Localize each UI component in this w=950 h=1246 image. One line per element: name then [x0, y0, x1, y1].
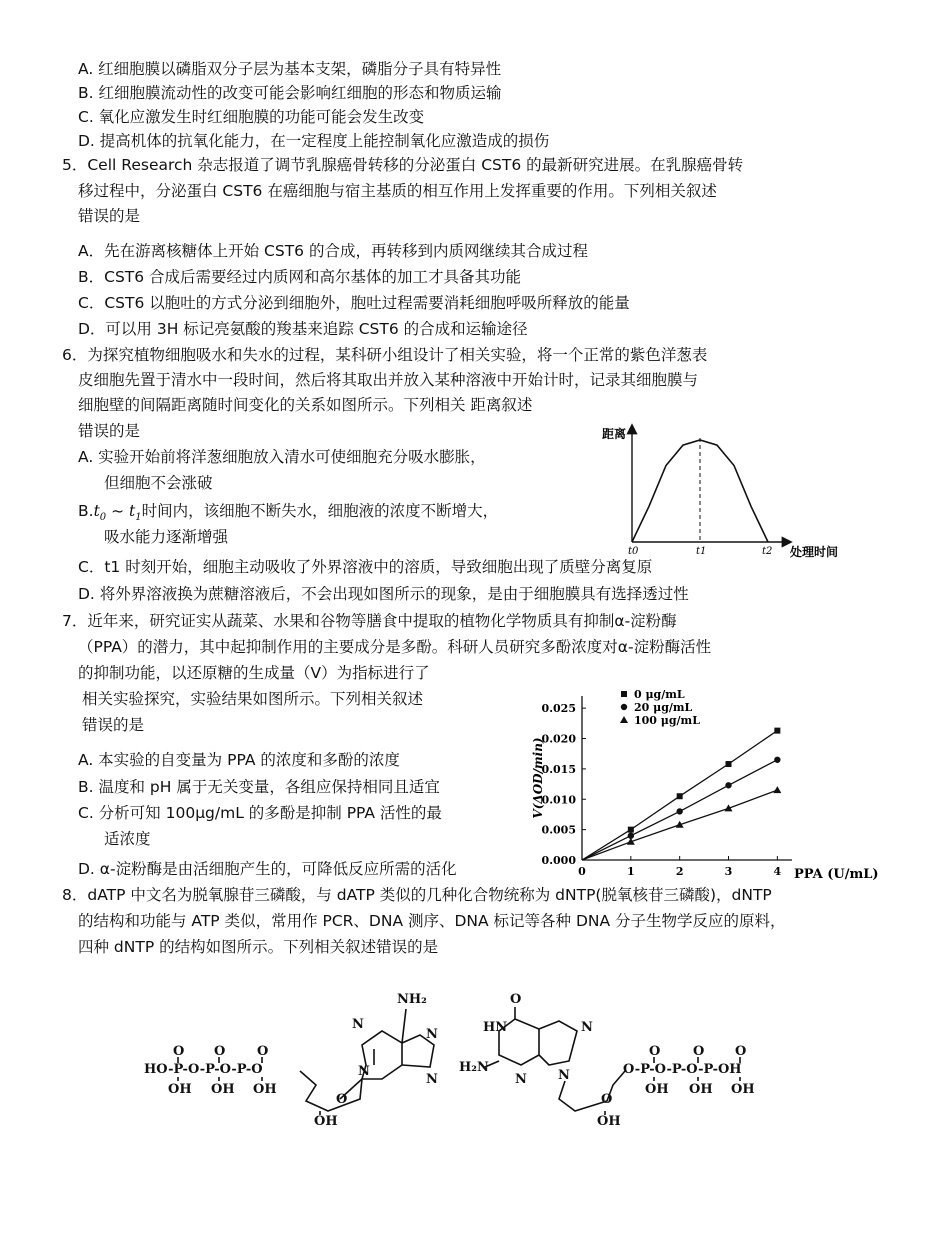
q4-option-d: D. 提高机体的抗氧化能力，在一定程度上能控制氧化应激造成的损伤: [78, 132, 550, 150]
q6-option-a: A. 实验开始前将洋葱细胞放入清水可使细胞充分吸水膨胀，: [78, 448, 486, 466]
svg-text:OH: OH: [211, 1082, 235, 1097]
q7-legend-label: 20 μg/mL: [634, 701, 693, 714]
q8-stem-line: 四种 dNTP 的结构如图所示。下列相关叙述错误的是: [78, 938, 439, 956]
svg-text:O: O: [336, 1092, 348, 1107]
svg-text:N: N: [515, 1072, 527, 1087]
q7-x-tick-label: 4: [773, 865, 782, 878]
q7-option-b: B. 温度和 pH 属于无关变量，各组应保持相同且适宜: [78, 778, 440, 796]
q7-x-tick-label: 3: [724, 865, 733, 878]
q8-stem-line: 的结构和功能与 ATP 类似，常用作 PCR、DNA 测序、DNA 标记等各种 DNA 分子生物学反应的原料，: [78, 912, 786, 930]
q6-option-d: D. 将外界溶液换为蔗糖溶液后，不会出现如图所示的现象，是由于细胞膜具有选择透过性: [78, 585, 689, 603]
q6-option-b-cont: 吸水能力逐渐增强: [104, 528, 229, 546]
svg-text:O: O: [214, 1044, 226, 1059]
q7-y-tick-label: 0.010: [541, 793, 576, 807]
svg-text:O: O: [649, 1044, 661, 1059]
q6-tick-t0: t0: [628, 546, 639, 557]
q5-option-c: C．CST6 以胞吐的方式分泌到细胞外，胞吐过程需要消耗细胞呼吸所释放的能量: [78, 294, 630, 312]
q7-x-tick-label: 2: [675, 865, 684, 878]
q6-option-a-cont: 但细胞不会涨破: [104, 474, 213, 492]
q7-legend-label: 0 μg/mL: [634, 688, 685, 701]
q5-option-d: D．可以用 3H 标记亮氨酸的羧基来追踪 CST6 的合成和运输途径: [78, 320, 528, 338]
q6-stem-line: 皮细胞先置于清水中一段时间，然后将其取出并放入某种溶液中开始计时，记录其细胞膜与: [78, 371, 699, 389]
q6-xlabel: 处理时间: [790, 545, 839, 559]
q6-stem-line: 6．为探究植物细胞吸水和失水的过程，某科研小组设计了相关实验，将一个正常的紫色洋葱表: [62, 346, 708, 364]
q7-legend-marker: [621, 704, 627, 710]
q7-stem-line: 的抑制功能，以还原糖的生成量（V）为指标进行了: [78, 664, 430, 682]
q7-option-a: A. 本实验的自变量为 PPA 的浓度和多酚的浓度: [78, 751, 400, 769]
q7-data-point: [676, 808, 682, 814]
q7-y-tick-label: 0.005: [541, 823, 576, 837]
svg-text:OH: OH: [253, 1082, 277, 1097]
svg-text:N: N: [558, 1068, 570, 1083]
q7-x-tick-label: 0: [578, 865, 586, 878]
dgtp-h2n: H₂N: [459, 1060, 489, 1075]
svg-text:O: O: [257, 1044, 269, 1059]
q7-y-tick-label: 0.025: [541, 702, 576, 716]
q6-option-c: C．t1 时刻开始，细胞主动吸收了外界溶液中的溶质，导致细胞出现了质壁分离复原: [78, 558, 653, 576]
svg-text:N: N: [426, 1072, 438, 1087]
svg-text:O: O: [601, 1092, 613, 1107]
q5-option-b: B．CST6 合成后需要经过内质网和高尔基体的加工才具备其功能: [78, 268, 522, 286]
q7-data-point: [773, 786, 781, 793]
q6-tick-t1: t1: [696, 546, 707, 557]
q7-y-tick-label: 0.000: [541, 854, 576, 867]
q7-data-point: [774, 757, 780, 763]
q6-option-b: $B.t_0$ ~ $t_1$时间内，该细胞不断失水，细胞液的浓度不断增大，: [78, 502, 499, 524]
q5-stem-line: 移过程中，分泌蛋白 CST6 在癌细胞与宿主基质的相互作用上发挥重要的作用。下列相关叙述: [78, 182, 717, 200]
q6-tick-t2: t2: [762, 546, 773, 557]
q7-stem-line: 7．近年来，研究证实从蔬菜、水果和谷物等膳食中提取的植物化学物质具有抑制α-淀粉酶: [62, 612, 677, 630]
svg-text:O: O: [510, 992, 522, 1007]
q7-ylabel: V(ΔOD/min): [531, 737, 545, 819]
svg-text:N: N: [358, 1064, 370, 1079]
q4-option-a: A. 红细胞膜以磷脂双分子层为基本支架，磷脂分子具有特异性: [78, 60, 502, 78]
svg-text:O: O: [173, 1044, 185, 1059]
svg-text:N: N: [352, 1017, 364, 1032]
q7-option-c: C. 分析可知 100μg/mL 的多酚是抑制 PPA 活性的最: [78, 804, 442, 822]
q7-data-point: [628, 827, 634, 833]
q8-stem-line: 8．dATP 中文名为脱氧腺苷三磷酸，与 dATP 类似的几种化合物统称为 dNTP(脱氧核苷三磷酸)，dNTP: [62, 886, 772, 904]
dgtp-chain: O-P-O-P-O-P-OH: [623, 1062, 742, 1077]
dgtp-oh: OH: [597, 1114, 621, 1129]
q7-data-point: [725, 782, 731, 788]
svg-text:O: O: [693, 1044, 705, 1059]
q7-y-tick-label: 0.015: [541, 762, 576, 776]
datp-chain: HO-P-O-P-O-P-O: [144, 1062, 263, 1077]
q4-option-c: C. 氧化应激发生时红细胞膜的功能可能会发生改变: [78, 108, 425, 126]
q5-option-a: A．先在游离核糖体上开始 CST6 的合成，再转移到内质网继续其合成过程: [78, 242, 588, 260]
q7-ppa-chart: [520, 682, 879, 882]
q7-option-d: D. α-淀粉酶是由活细胞产生的，可降低反应所需的活化: [78, 860, 457, 878]
dgtp-hn: HN: [483, 1020, 508, 1035]
svg-text:OH: OH: [168, 1082, 192, 1097]
q6-stem-line: 细胞壁的间隔距离随时间变化的关系如图所示。下列相关 距离叙述: [78, 396, 533, 414]
datp-structure: [140, 985, 440, 1130]
q7-y-tick-label: 0.020: [541, 732, 576, 746]
q7-legend-label: 100 μg/mL: [634, 714, 700, 727]
q7-xlabel: PPA (U/mL): [794, 867, 879, 882]
q7-legend-marker: [620, 716, 628, 723]
q6-stem-line: 错误的是: [78, 422, 141, 440]
q5-stem-line: 错误的是: [78, 207, 141, 225]
svg-text:OH: OH: [645, 1082, 669, 1097]
q7-option-c-cont: 适浓度: [104, 830, 151, 848]
svg-text:OH: OH: [731, 1082, 755, 1097]
q7-stem-line: 相关实验探究，实验结果如图所示。下列相关叙述: [82, 690, 424, 708]
q5-stem-line: 5．Cell Research 杂志报道了调节乳腺癌骨转移的分泌蛋白 CST6 的最新研究进展。在乳腺癌骨转: [62, 156, 744, 174]
q7-x-tick-label: 1: [627, 865, 635, 878]
q7-data-point: [726, 761, 732, 767]
q4-option-b: B. 红细胞膜流动性的改变可能会影响红细胞的形态和物质运输: [78, 84, 502, 102]
svg-text:OH: OH: [689, 1082, 713, 1097]
svg-text:O: O: [735, 1044, 747, 1059]
q7-stem-line: 错误的是: [82, 716, 145, 734]
q7-data-point: [677, 793, 683, 799]
svg-text:N: N: [581, 1020, 593, 1035]
q6-ylabel: 距离: [602, 427, 627, 441]
q7-data-point: [774, 728, 780, 734]
datp-nh2: NH₂: [397, 992, 427, 1007]
svg-text:N: N: [426, 1027, 438, 1042]
q7-legend-marker: [621, 691, 627, 697]
datp-oh: OH: [314, 1114, 338, 1129]
dgtp-structure: [455, 985, 785, 1130]
q6-distance-chart: [600, 420, 860, 565]
q7-stem-line: （PPA）的潜力，其中起抑制作用的主要成分是多酚。科研人员研究多酚浓度对α-淀粉酶活性: [78, 638, 712, 656]
